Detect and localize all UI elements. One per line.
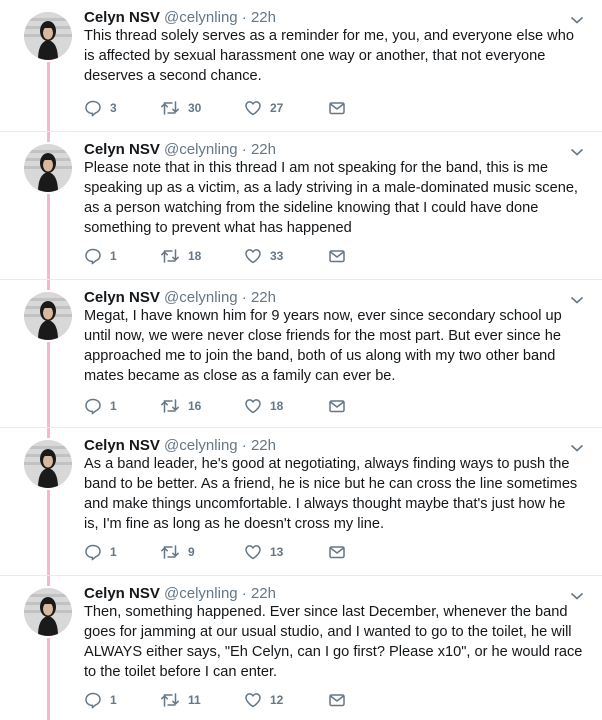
separator-dot: ·	[241, 289, 247, 306]
retweet-icon	[160, 99, 180, 117]
retweet-button[interactable]	[160, 542, 195, 562]
retweet-button[interactable]	[160, 690, 201, 710]
user-handle[interactable]: @celynling	[164, 437, 238, 454]
avatar[interactable]	[24, 144, 72, 192]
chevron-down-icon[interactable]	[570, 144, 584, 154]
heart-icon	[244, 691, 262, 709]
reply-count: 1	[110, 399, 117, 413]
heart-icon	[244, 397, 262, 415]
reply-icon	[84, 691, 102, 709]
like-button[interactable]	[244, 98, 283, 118]
tweet-text: Please note that in this thread I am not speaking for the band, this is me speaking up as a victim, as a lady striving in a male-dominated music scene, as a person watching from the sideline knowing that I could have done something to prevent what has happened	[84, 160, 578, 236]
like-button[interactable]	[244, 542, 283, 562]
tweet[interactable]	[0, 132, 602, 280]
thread-line	[47, 62, 50, 132]
tweet[interactable]	[0, 0, 602, 132]
retweet-button[interactable]	[160, 98, 201, 118]
tweet[interactable]	[0, 428, 602, 576]
chevron-down-icon[interactable]	[570, 292, 584, 302]
avatar[interactable]	[24, 588, 72, 636]
envelope-icon	[328, 99, 346, 117]
chevron-down-icon[interactable]	[570, 12, 584, 22]
display-name[interactable]: Celyn NSV	[84, 437, 160, 454]
tweet-text: Then, something happened. Ever since last December, whenever the band goes for jamming at our usual studio, and I wanted to go to the toilet, he will ALWAYS either says, "Eh Celyn, can I go first? Please x10", or he would race to the toilet before I can enter.	[84, 604, 583, 680]
tweet-header	[84, 8, 276, 28]
heart-icon	[244, 99, 262, 117]
reply-button[interactable]	[84, 98, 117, 118]
thread-line	[47, 280, 50, 290]
separator-dot: ·	[241, 585, 247, 602]
timestamp[interactable]: 22h	[250, 289, 276, 306]
retweet-icon	[160, 691, 180, 709]
like-button[interactable]	[244, 396, 283, 416]
reply-icon	[84, 397, 102, 415]
reply-count: 3	[110, 101, 117, 115]
reply-button[interactable]	[84, 396, 117, 416]
reply-button[interactable]	[84, 246, 117, 266]
reply-button[interactable]	[84, 542, 117, 562]
retweet-count: 18	[188, 249, 202, 263]
thread-line	[47, 132, 50, 142]
separator-dot: ·	[241, 9, 247, 26]
tweet-text: Megat, I have known him for 9 years now, ever since secondary school up until now, we were never close friends for the most part. But ever since he approached me to join the band, both of us along with my two other band mates became as close as a family can ever be.	[84, 308, 562, 384]
tweet-header	[84, 288, 276, 308]
heart-icon	[244, 543, 262, 561]
retweet-count: 16	[188, 399, 202, 413]
like-count: 27	[270, 101, 284, 115]
reply-button[interactable]	[84, 690, 117, 710]
timestamp[interactable]: 22h	[250, 585, 276, 602]
retweet-button[interactable]	[160, 246, 201, 266]
retweet-count: 11	[188, 693, 201, 707]
separator-dot: ·	[241, 141, 247, 158]
display-name[interactable]: Celyn NSV	[84, 585, 160, 602]
tweet-header	[84, 436, 276, 456]
thread-line	[47, 638, 50, 720]
tweet-actions	[84, 98, 384, 118]
tweet-actions	[84, 542, 384, 562]
user-handle[interactable]: @celynling	[164, 289, 238, 306]
user-handle[interactable]: @celynling	[164, 9, 238, 26]
direct-message-button[interactable]	[328, 98, 346, 118]
retweet-icon	[160, 397, 180, 415]
direct-message-button[interactable]	[328, 542, 346, 562]
display-name[interactable]: Celyn NSV	[84, 141, 160, 158]
user-handle[interactable]: @celynling	[164, 141, 238, 158]
display-name[interactable]: Celyn NSV	[84, 289, 160, 306]
like-button[interactable]	[244, 690, 283, 710]
like-count: 33	[270, 249, 284, 263]
retweet-count: 9	[188, 545, 195, 559]
chevron-down-icon[interactable]	[570, 588, 584, 598]
envelope-icon	[328, 397, 346, 415]
like-button[interactable]	[244, 246, 283, 266]
envelope-icon	[328, 247, 346, 265]
retweet-count: 30	[188, 101, 202, 115]
thread-line	[47, 490, 50, 576]
avatar[interactable]	[24, 12, 72, 60]
direct-message-button[interactable]	[328, 690, 346, 710]
tweet-text: This thread solely serves as a reminder for me, you, and everyone else who is affected by sexual harassment one way or another, that not everyone deserves a second chance.	[84, 28, 574, 84]
tweet-actions	[84, 246, 384, 266]
retweet-icon	[160, 247, 180, 265]
thread-line	[47, 194, 50, 280]
thread-line	[47, 342, 50, 428]
avatar[interactable]	[24, 292, 72, 340]
reply-icon	[84, 247, 102, 265]
thread-line	[47, 576, 50, 586]
user-handle[interactable]: @celynling	[164, 585, 238, 602]
tweet[interactable]	[0, 576, 602, 720]
retweet-icon	[160, 543, 180, 561]
like-count: 12	[270, 693, 284, 707]
like-count: 13	[270, 545, 284, 559]
direct-message-button[interactable]	[328, 246, 346, 266]
timestamp[interactable]: 22h	[250, 437, 276, 454]
avatar[interactable]	[24, 440, 72, 488]
retweet-button[interactable]	[160, 396, 201, 416]
tweet-text: As a band leader, he's good at negotiating, always finding ways to push the band to be better. As a friend, he is nice but he can cross the line sometimes and make things uncomfortable. I always thought maybe that's just how he is, I'm fine as long as he doesn't cross my line.	[84, 456, 578, 532]
tweet-header	[84, 584, 276, 604]
separator-dot: ·	[241, 437, 247, 454]
tweet[interactable]	[0, 280, 602, 428]
tweet-actions	[84, 690, 384, 710]
envelope-icon	[328, 543, 346, 561]
chevron-down-icon[interactable]	[570, 440, 584, 450]
timestamp[interactable]: 22h	[250, 9, 276, 26]
like-count: 18	[270, 399, 284, 413]
direct-message-button[interactable]	[328, 396, 346, 416]
reply-icon	[84, 99, 102, 117]
reply-count: 1	[110, 693, 117, 707]
reply-count: 1	[110, 545, 117, 559]
reply-icon	[84, 543, 102, 561]
reply-count: 1	[110, 249, 117, 263]
tweet-actions	[84, 396, 384, 416]
tweet-header	[84, 140, 276, 160]
thread-line	[47, 428, 50, 438]
display-name[interactable]: Celyn NSV	[84, 9, 160, 26]
heart-icon	[244, 247, 262, 265]
envelope-icon	[328, 691, 346, 709]
timestamp[interactable]: 22h	[250, 141, 276, 158]
